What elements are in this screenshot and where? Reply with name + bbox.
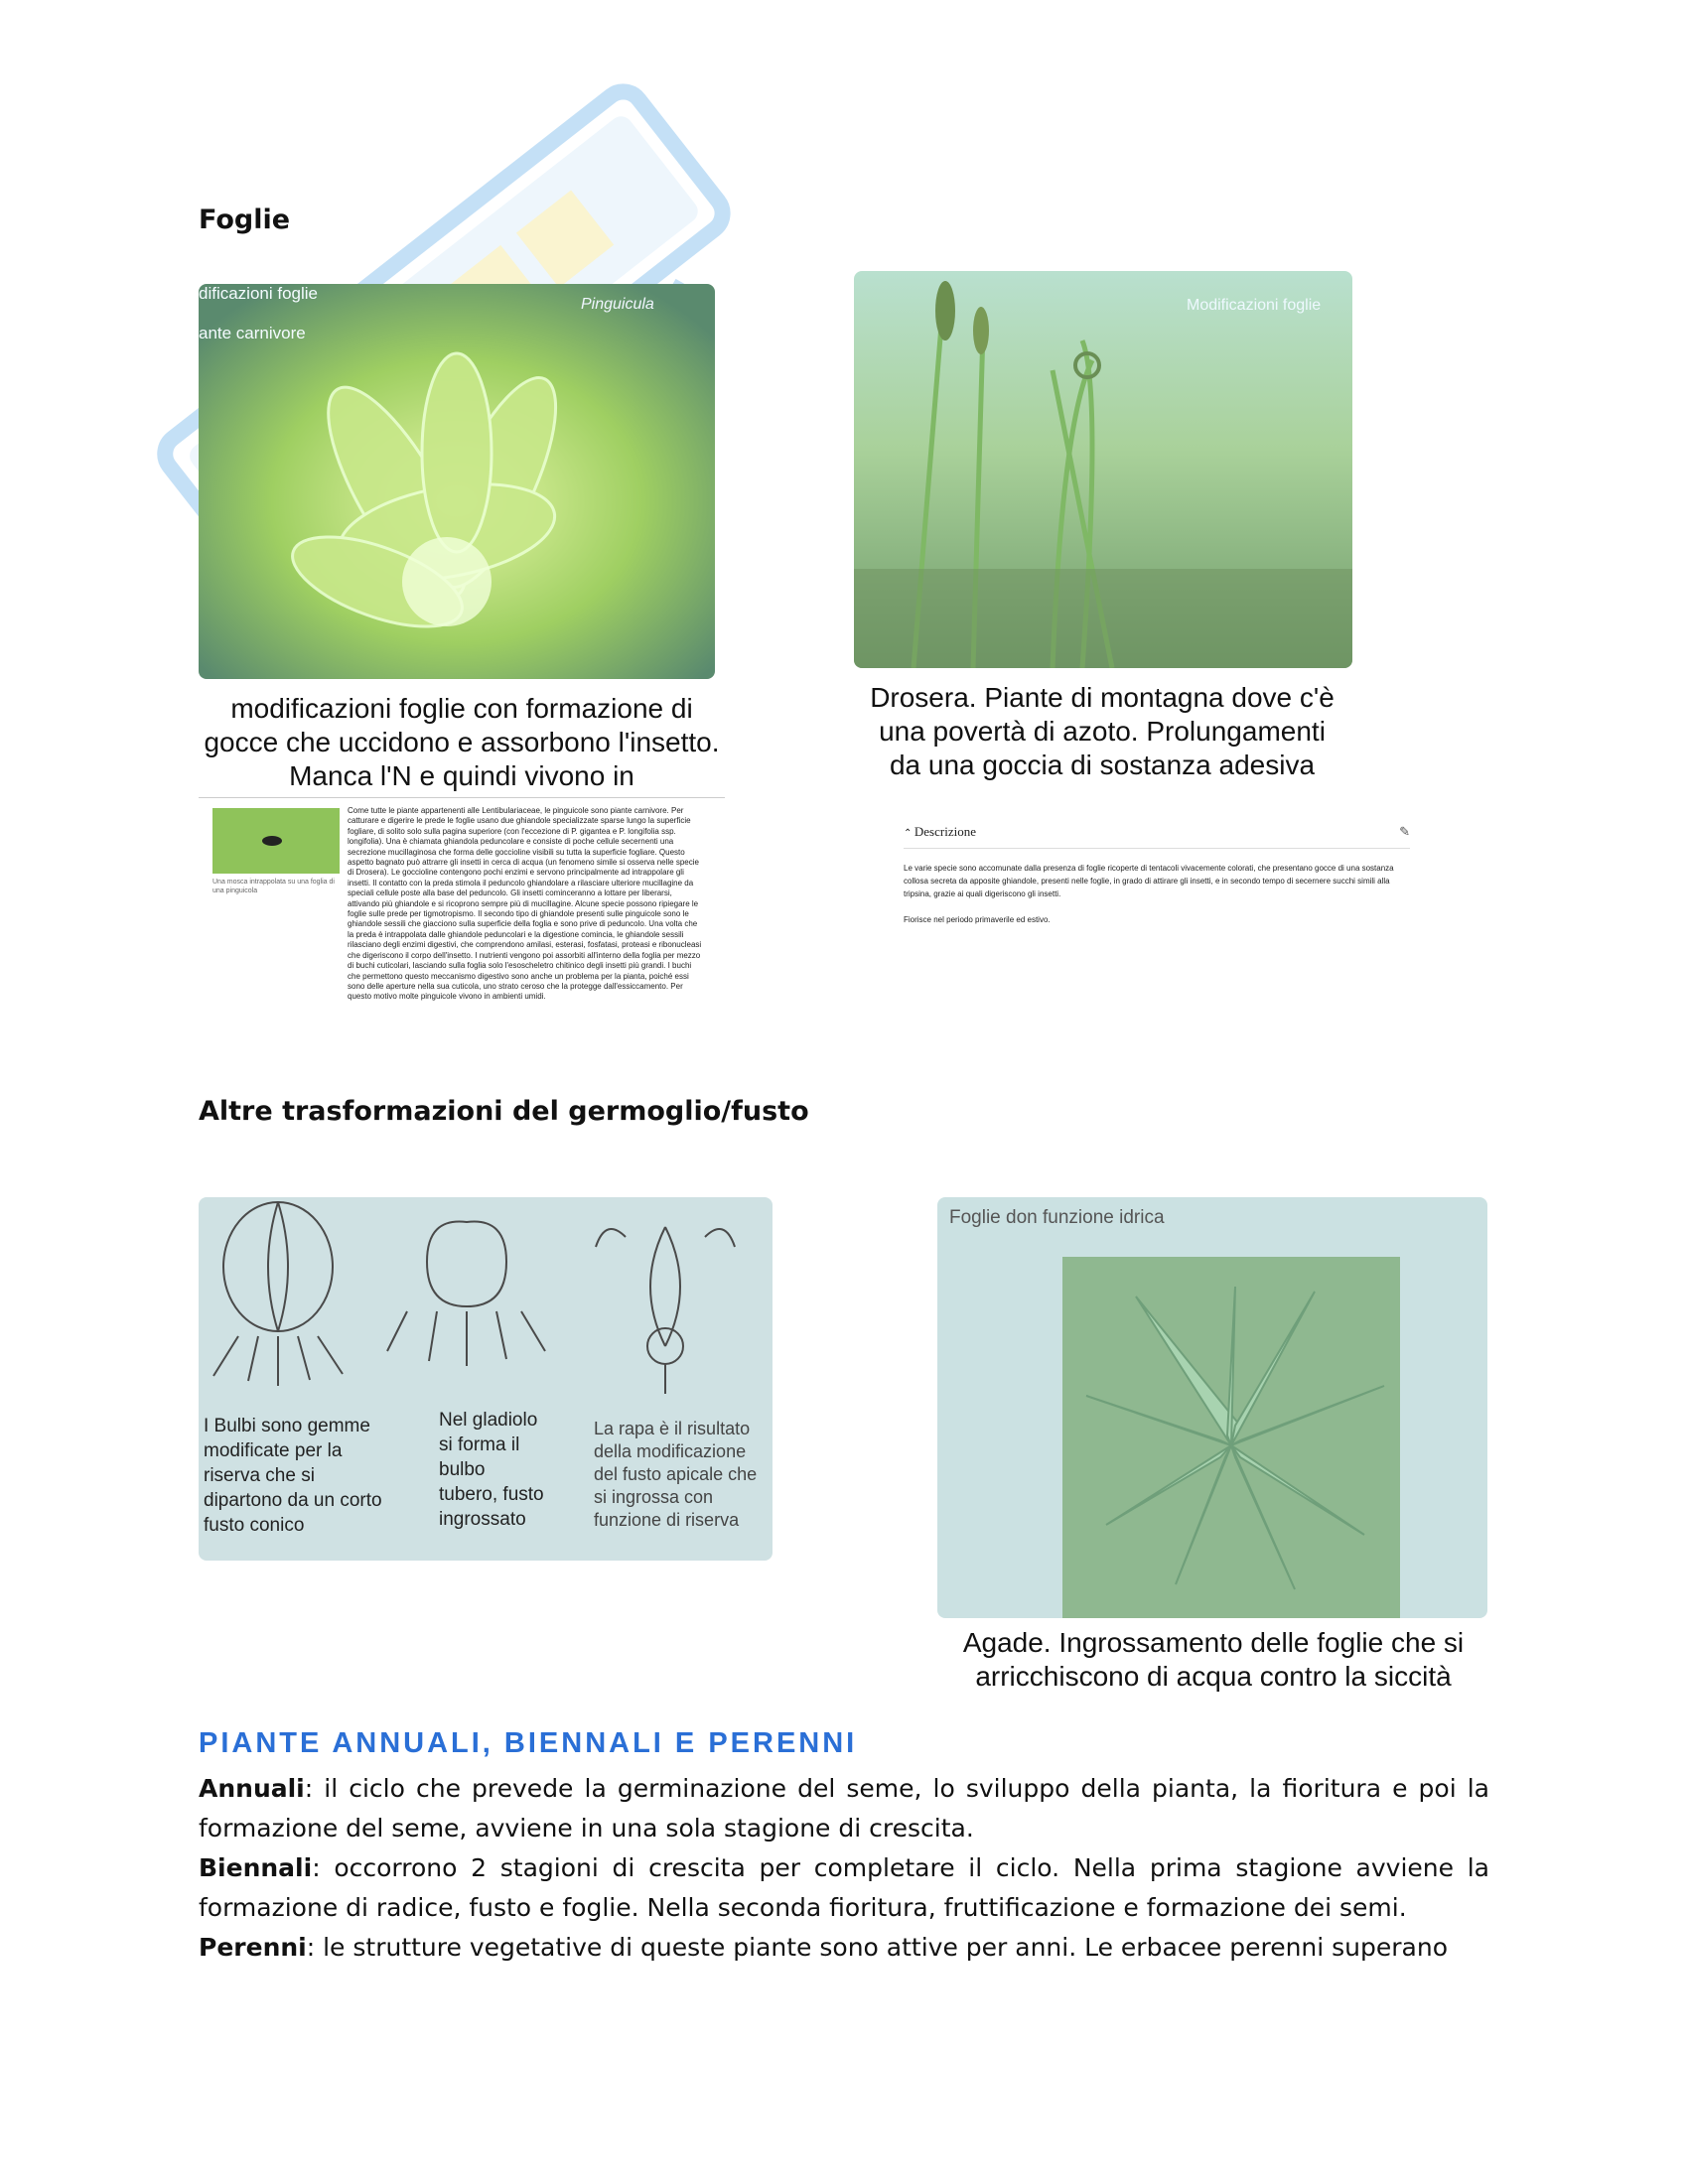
text-perenni: : le strutture vegetative di queste piante sono attive per anni. Le erbacee perenni superano [306, 1933, 1449, 1962]
slide-text-rapa: La rapa è il risultato della modificazione del fusto apicale che si ingrossa con funzione di riserva [594, 1419, 758, 1530]
slide-text-bulbi: I Bulbi sono gemme modificate per la riserva che si dipartono da un corto fusto conico [204, 1416, 382, 1536]
wiki2-body-text: Le varie specie sono accomunate dalla presenza di foglie ricoperte di tentacoli vivacemente colorati, che presentano gocce di una sostanza collosa secreta da apposite ghiandole, presenti nelle foglie, in grado di attirare gli insetti, e in secondo tempo di secernere succhi simili alla tripsina, grazie ai quali digeriscono gli insetti. [904, 864, 1394, 898]
edit-pencil-icon[interactable]: ✎ [1399, 824, 1410, 839]
photo1-label: dificazioni foglie [199, 284, 319, 303]
section-heading-trasformazioni: Altre trasformazioni del germoglio/fusto [199, 1096, 809, 1127]
wiki-excerpt-pinguicola [199, 797, 725, 1056]
section-heading-foglie: Foglie [199, 205, 291, 235]
collapse-chevron-icon[interactable]: ⌃ [904, 828, 914, 839]
photo2-caption: Drosera. Piante di montagna dove c'è una povertà di azoto. Prolungamenti da una goccia di sostanza adesiva [870, 682, 1335, 780]
section-title-piante: PIANTE ANNUALI, BIENNALI E PERENNI [199, 1727, 858, 1759]
wiki-thumbnail-caption: Una mosca intrappolata su una foglia di una pinguicola [212, 879, 335, 894]
paragraph-perenni [199, 1928, 1489, 1968]
paragraph-biennali [199, 1848, 1489, 1928]
photo1-label-2: ante carnivore [199, 324, 306, 342]
photo-agave-slide [937, 1197, 1487, 1618]
wiki-body-text: Come tutte le piante appartenenti alle Lentibulariaceae, le pinguicole sono piante carnivore. Per catturare e digerire le prede le foglie usano due ghiandole specializzate sparse lungo la superficie fogliare, di solito solo sulla pagina superiore (con l'eccezione di P. gigantea e P. longifolia ssp. longifolia). Una è chiamata ghiandola peduncolare e consiste di poche cellule secernenti una secrezione mucillaginosa che forma delle goccioline visibili su tutta la superficie fogliare. Questo aspetto bagnato può attrarre gli insetti in cerca di acqua (un fenomeno simile si osserva nelle specie di Drosera). Le goccioline contengono pochi enzimi e servono principalmente ad intrappolare gli insetti. Il contatto con la preda stimola il peduncolo ghiandolare a rilasciare ulteriore mucillagine da speciali cellule poste alla base del peduncolo. Gli insetti cominceranno a lottare per liberarsi, attivando più ghiandole e si ricoprono sempre più di mucillagine. Alcune specie possono ripiegare le foglie sulle prede per tigmotropismo. Il secondo tipo di ghiandole presenti sulle pinguicole sono le ghiandole sessili che giacciono sulla superficie della foglia e sono prive di peduncolo. Una volta che la preda è intrappolata dalle ghiandole peduncolari e la digestione comincia, le ghiandole sessili rilasciano degli enzimi digestivi, che comprendono amilasi, esterasi, fosfatasi, proteasi e ribonucleasi che digeriscono il corpo dell'insetto. I nutrienti vengono poi assorbiti all'interno della foglia per mezzo di buchi cuticolari, lasciando sulla foglia solo l'esoscheletro chitinico degli insetti più grandi. I buchi che permettono questo meccanismo digestivo sono anche un problema per la pianta, poiché essi sono delle aperture nella sua cuticola, uno strato ceroso che la protegge dall'essiccamento. Per questo motivo molte pinguicole vivono in ambienti umidi. [348, 806, 702, 1002]
term-perenni: Perenni [199, 1933, 307, 1962]
term-biennali: Biennali [199, 1853, 313, 1882]
photo4-caption: Agade. Ingrossamento delle foglie che si arricchiscono di acqua contro la siccità [962, 1627, 1465, 1692]
photo-pinguicula [199, 284, 715, 679]
wiki-section-heading: ⌃ Descrizione ✎ [904, 824, 1410, 849]
wiki-thumbnail [212, 808, 340, 874]
photo-drosera [854, 271, 1352, 668]
photo2-label: Modificazioni foglie [1187, 297, 1322, 314]
paragraph-annuali [199, 1769, 1489, 1848]
wiki2-body-text-2: Fiorisce nel periodo primaverile ed estivo. [904, 915, 1051, 924]
photo4-label: Foglie don funzione idrica [949, 1207, 1165, 1228]
photo1-label-right: Pinguicula [581, 296, 654, 313]
text-biennali: : occorrono 2 stagioni di crescita per completare il ciclo. Nella prima stagione avviene la formazione di radice, fusto e foglie. Nella seconda fioritura, fruttificazione e formazione dei semi. [199, 1853, 1489, 1922]
slide-text-gladiolo: Nel gladiolo si forma il bulbo tubero, fusto ingrossato [439, 1410, 544, 1530]
wiki-excerpt-drosera [904, 824, 1410, 933]
term-annuali: Annuali [199, 1774, 305, 1803]
photo1-caption: modificazioni foglie con formazione di gocce che uccidono e assorbono l'insetto. Manca l'N e quindi vivono in [204, 693, 720, 791]
text-annuali: : il ciclo che prevede la germinazione del seme, lo sviluppo della pianta, la fioritura e poi la formazione del seme, avviene in una sola stagione di crescita. [199, 1774, 1489, 1843]
photo-bulbi-slide [199, 1197, 773, 1561]
